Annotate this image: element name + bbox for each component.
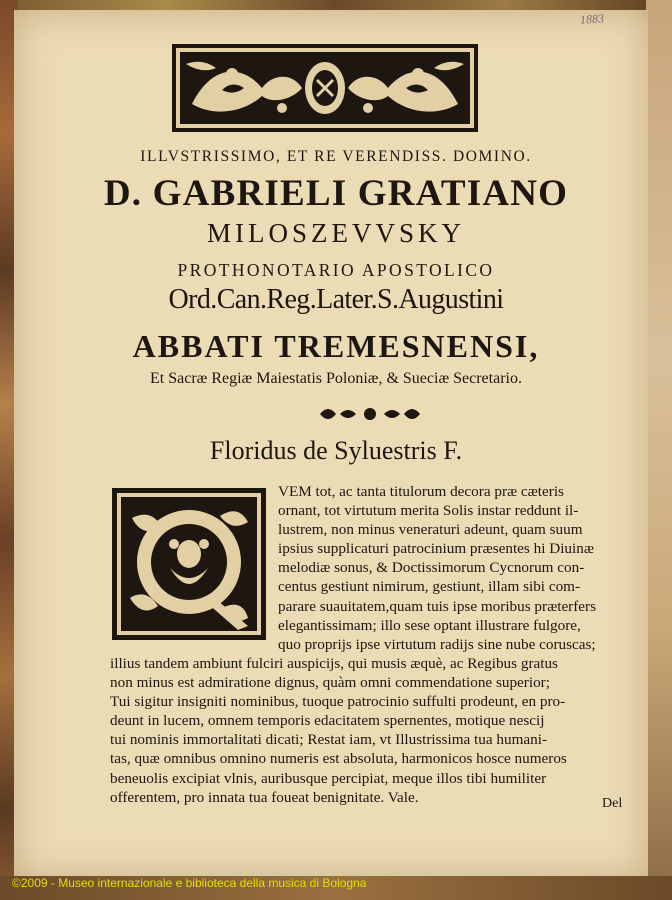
text-line: beneuolis excipiat vlnis, auribusque percipiat, meque illos tibi humiliter (110, 769, 547, 787)
text-line: lustrem, non minus veneraturi adeunt, quam suum (278, 521, 583, 539)
text-line: ornant, tot virtutum merita Solis instar reddunt il- (278, 502, 579, 520)
catchword: Del (602, 796, 623, 811)
text-line: VEM tot, ac tanta titulorum decora præ cæteris (278, 483, 564, 500)
author-name: Floridus de Syluestris F. (209, 436, 463, 465)
copyright-credit: ©2009 - Museo internazionale e biblioteca della musica di Bologna (12, 876, 367, 890)
text-line: melodiæ sonus, & Doctissimorum Cycnorum con- (278, 559, 585, 577)
text-line: offerentem, pro innata tua foueat benignitate. Vale. (110, 788, 419, 806)
manuscript-note: 1883 (579, 11, 605, 27)
dedicatee-title-4: Et Sacræ Regiæ Maiestatis Poloniæ, & Sueciæ Secretario. (150, 370, 522, 387)
dedication-salutation: ILLVSTRISSIMO, ET RE VERENDISS. DOMINO. (140, 148, 532, 165)
text-line: centus gestiunt nimirum, gestiunt, illam sibi com- (278, 578, 581, 596)
text-line: elegantissimam; illo sese optant illustrare fulgore, (278, 616, 581, 634)
dedicatee-title-2: Ord.Can.Reg.Later.S.Augustini (168, 284, 504, 315)
text-line: quo proprijs ipse virtutum radijs sine nube coruscas; (278, 635, 596, 653)
dedication-text-full-width (110, 654, 650, 807)
text-line: parare suauitatem,quam tuis ipse moribus præterfers (278, 597, 597, 615)
woodcut-headpiece-ornament (172, 44, 478, 132)
text-line: Tui sigitur insigniti nominibus, tuoque patrocinio suffulti prodeunt, en pro- (110, 693, 566, 711)
dedicatee-surname: MILOSZEVVSKY (206, 218, 465, 248)
dedication-text-beside-initial (110, 482, 650, 654)
dedicatee-name: D. GABRIELI GRATIANO (103, 173, 569, 214)
text-line: deunt in lucem, omnem temporis edacitatem spernentes, motique nescij (110, 712, 545, 730)
text-line: tui nominis immortalitati dicati; Restat iam, vt Illustrissima tua humani- (110, 731, 548, 749)
text-line: illius tandem ambiunt fulciri auspicijs, qui musis æquè, ac Regibus gratus (110, 655, 558, 672)
dedicatee-title-3: ABBATI TREMESNENSI, (132, 328, 540, 364)
dedicatee-title-1: PROTHONOTARIO APOSTOLICO (177, 260, 495, 280)
text-line: tas, quæ omnibus omnino numeris est absoluta, harmonicos hosce numeros (110, 750, 567, 768)
text-line: non minus est admiratione dignus, quàm omni commendatione superior; (110, 674, 550, 692)
text-line: ipsius supplicaturi patrocinium præsentes hi Diuinæ (278, 540, 594, 558)
fleuron-ornament (316, 404, 424, 424)
